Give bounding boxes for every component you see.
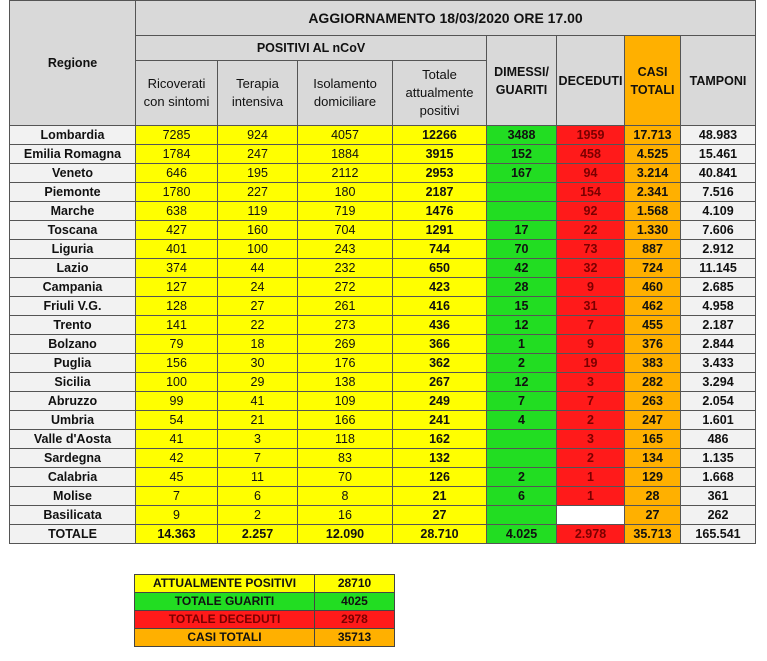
tamponi-cell: 486 bbox=[681, 430, 756, 449]
casi-totali-cell: 28 bbox=[625, 487, 681, 506]
isolamento-cell: 166 bbox=[298, 411, 393, 430]
casi-totali-cell: 4.525 bbox=[625, 145, 681, 164]
isolamento-cell: 16 bbox=[298, 506, 393, 525]
isolamento-cell: 269 bbox=[298, 335, 393, 354]
tamponi-cell: 2.912 bbox=[681, 240, 756, 259]
table-row bbox=[10, 145, 756, 164]
table-row bbox=[10, 164, 756, 183]
ricoverati-cell: 79 bbox=[136, 335, 218, 354]
region-cell: Liguria bbox=[10, 240, 136, 259]
region-cell: Friuli V.G. bbox=[10, 297, 136, 316]
tamponi-cell: 2.187 bbox=[681, 316, 756, 335]
summary-value: 28710 bbox=[315, 575, 395, 593]
region-cell: Lazio bbox=[10, 259, 136, 278]
table-row bbox=[10, 392, 756, 411]
region-cell: Sicilia bbox=[10, 373, 136, 392]
ricoverati-cell: 42 bbox=[136, 449, 218, 468]
isolamento-cell: 70 bbox=[298, 468, 393, 487]
table-row bbox=[10, 468, 756, 487]
summary-label: ATTUALMENTE POSITIVI bbox=[135, 575, 315, 593]
table-row bbox=[10, 354, 756, 373]
totale-positivi-cell: 12266 bbox=[393, 126, 487, 145]
casi-totali-cell: 3.214 bbox=[625, 164, 681, 183]
ricoverati-cell: 100 bbox=[136, 373, 218, 392]
isolamento-cell: 719 bbox=[298, 202, 393, 221]
region-cell: Basilicata bbox=[10, 506, 136, 525]
tamponi-cell: 7.516 bbox=[681, 183, 756, 202]
dimessi-cell: 4.025 bbox=[487, 525, 557, 544]
table-row bbox=[10, 373, 756, 392]
dimessi-cell: 6 bbox=[487, 487, 557, 506]
terapia-cell: 160 bbox=[218, 221, 298, 240]
dimessi-cell bbox=[487, 183, 557, 202]
region-cell: Umbria bbox=[10, 411, 136, 430]
terapia-cell: 21 bbox=[218, 411, 298, 430]
totale-positivi-cell: 249 bbox=[393, 392, 487, 411]
terapia-cell: 2 bbox=[218, 506, 298, 525]
ricoverati-cell: 374 bbox=[136, 259, 218, 278]
deceduti-cell: 7 bbox=[557, 316, 625, 335]
positivi-group-header: POSITIVI AL nCoV bbox=[136, 36, 487, 61]
casi-totali-cell: 1.568 bbox=[625, 202, 681, 221]
totale-positivi-cell: 27 bbox=[393, 506, 487, 525]
casi-totali-cell: 1.330 bbox=[625, 221, 681, 240]
terapia-cell: 27 bbox=[218, 297, 298, 316]
tamponi-cell: 1.135 bbox=[681, 449, 756, 468]
ricoverati-cell: 401 bbox=[136, 240, 218, 259]
table-row bbox=[10, 335, 756, 354]
table-row bbox=[10, 487, 756, 506]
deceduti-cell: 3 bbox=[557, 430, 625, 449]
isolamento-cell: 176 bbox=[298, 354, 393, 373]
terapia-cell: 2.257 bbox=[218, 525, 298, 544]
isolamento-cell: 12.090 bbox=[298, 525, 393, 544]
update-title: AGGIORNAMENTO 18/03/2020 ORE 17.00 bbox=[136, 1, 756, 36]
totale-positivi-cell: 28.710 bbox=[393, 525, 487, 544]
deceduti-cell: 31 bbox=[557, 297, 625, 316]
summary-body bbox=[135, 575, 395, 647]
terapia-cell: 3 bbox=[218, 430, 298, 449]
casi-totali-cell: 383 bbox=[625, 354, 681, 373]
terapia-cell: 11 bbox=[218, 468, 298, 487]
covid-regions-table bbox=[9, 0, 756, 544]
terapia-cell: 44 bbox=[218, 259, 298, 278]
totale-positivi-cell: 267 bbox=[393, 373, 487, 392]
table-row bbox=[10, 316, 756, 335]
terapia-cell: 24 bbox=[218, 278, 298, 297]
tamponi-cell: 2.685 bbox=[681, 278, 756, 297]
region-cell: Lombardia bbox=[10, 126, 136, 145]
totale-positivi-cell: 362 bbox=[393, 354, 487, 373]
casi-totali-cell: 129 bbox=[625, 468, 681, 487]
isolamento-cell: 704 bbox=[298, 221, 393, 240]
tamponi-cell: 4.958 bbox=[681, 297, 756, 316]
casi-totali-cell: 247 bbox=[625, 411, 681, 430]
terapia-cell: 41 bbox=[218, 392, 298, 411]
deceduti-cell: 94 bbox=[557, 164, 625, 183]
totale-positivi-header: Totale attualmente positivi bbox=[393, 61, 487, 126]
terapia-cell: 227 bbox=[218, 183, 298, 202]
region-header: Regione bbox=[10, 1, 136, 126]
isolamento-cell: 272 bbox=[298, 278, 393, 297]
ricoverati-cell: 638 bbox=[136, 202, 218, 221]
table-body bbox=[10, 126, 756, 544]
tamponi-cell: 4.109 bbox=[681, 202, 756, 221]
summary-value: 35713 bbox=[315, 629, 395, 647]
isolamento-header: Isolamento domiciliare bbox=[298, 61, 393, 126]
region-cell: Calabria bbox=[10, 468, 136, 487]
tamponi-cell: 165.541 bbox=[681, 525, 756, 544]
deceduti-cell: 1 bbox=[557, 468, 625, 487]
terapia-header: Terapia intensiva bbox=[218, 61, 298, 126]
dimessi-cell: 7 bbox=[487, 392, 557, 411]
ricoverati-cell: 54 bbox=[136, 411, 218, 430]
ricoverati-cell: 646 bbox=[136, 164, 218, 183]
summary-value: 4025 bbox=[315, 593, 395, 611]
dimessi-cell: 15 bbox=[487, 297, 557, 316]
deceduti-cell: 2 bbox=[557, 449, 625, 468]
casi-totali-cell: 460 bbox=[625, 278, 681, 297]
casi-totali-cell: 282 bbox=[625, 373, 681, 392]
region-cell: Abruzzo bbox=[10, 392, 136, 411]
dimessi-header: DIMESSI/ GUARITI bbox=[487, 36, 557, 126]
isolamento-cell: 8 bbox=[298, 487, 393, 506]
isolamento-cell: 118 bbox=[298, 430, 393, 449]
terapia-cell: 18 bbox=[218, 335, 298, 354]
terapia-cell: 924 bbox=[218, 126, 298, 145]
ricoverati-cell: 156 bbox=[136, 354, 218, 373]
terapia-cell: 247 bbox=[218, 145, 298, 164]
dimessi-cell: 28 bbox=[487, 278, 557, 297]
terapia-cell: 29 bbox=[218, 373, 298, 392]
dimessi-cell: 1 bbox=[487, 335, 557, 354]
total-row bbox=[10, 525, 756, 544]
ricoverati-cell: 128 bbox=[136, 297, 218, 316]
totale-positivi-cell: 241 bbox=[393, 411, 487, 430]
deceduti-cell: 32 bbox=[557, 259, 625, 278]
casi-totali-cell: 455 bbox=[625, 316, 681, 335]
dimessi-cell: 12 bbox=[487, 373, 557, 392]
dimessi-cell bbox=[487, 202, 557, 221]
table-row bbox=[10, 221, 756, 240]
table-row bbox=[10, 126, 756, 145]
totale-positivi-cell: 416 bbox=[393, 297, 487, 316]
casi-totali-cell: 27 bbox=[625, 506, 681, 525]
isolamento-cell: 261 bbox=[298, 297, 393, 316]
casi-totali-cell: 263 bbox=[625, 392, 681, 411]
ricoverati-cell: 1784 bbox=[136, 145, 218, 164]
totale-positivi-cell: 744 bbox=[393, 240, 487, 259]
dimessi-cell: 152 bbox=[487, 145, 557, 164]
casi-totali-header: CASI TOTALI bbox=[625, 36, 681, 126]
deceduti-cell: 3 bbox=[557, 373, 625, 392]
table-row bbox=[10, 202, 756, 221]
region-cell: Veneto bbox=[10, 164, 136, 183]
deceduti-cell: 7 bbox=[557, 392, 625, 411]
deceduti-cell: 154 bbox=[557, 183, 625, 202]
isolamento-cell: 273 bbox=[298, 316, 393, 335]
ricoverati-header: Ricoverati con sintomi bbox=[136, 61, 218, 126]
region-cell: Sardegna bbox=[10, 449, 136, 468]
casi-totali-cell: 462 bbox=[625, 297, 681, 316]
table-row bbox=[10, 183, 756, 202]
ricoverati-cell: 99 bbox=[136, 392, 218, 411]
tamponi-cell: 1.601 bbox=[681, 411, 756, 430]
deceduti-cell: 2.978 bbox=[557, 525, 625, 544]
summary-label: CASI TOTALI bbox=[135, 629, 315, 647]
totale-positivi-cell: 650 bbox=[393, 259, 487, 278]
casi-totali-cell: 887 bbox=[625, 240, 681, 259]
totale-positivi-cell: 2953 bbox=[393, 164, 487, 183]
totale-positivi-cell: 132 bbox=[393, 449, 487, 468]
totale-positivi-cell: 3915 bbox=[393, 145, 487, 164]
totale-positivi-cell: 1291 bbox=[393, 221, 487, 240]
isolamento-cell: 180 bbox=[298, 183, 393, 202]
tamponi-cell: 2.844 bbox=[681, 335, 756, 354]
dimessi-cell: 167 bbox=[487, 164, 557, 183]
dimessi-cell: 3488 bbox=[487, 126, 557, 145]
dimessi-cell: 2 bbox=[487, 468, 557, 487]
summary-row bbox=[135, 575, 395, 593]
terapia-cell: 22 bbox=[218, 316, 298, 335]
region-cell: Puglia bbox=[10, 354, 136, 373]
deceduti-cell: 2 bbox=[557, 411, 625, 430]
totale-positivi-cell: 2187 bbox=[393, 183, 487, 202]
table-row bbox=[10, 297, 756, 316]
table-row bbox=[10, 506, 756, 525]
isolamento-cell: 109 bbox=[298, 392, 393, 411]
deceduti-cell: 1959 bbox=[557, 126, 625, 145]
summary-row bbox=[135, 611, 395, 629]
region-cell: Marche bbox=[10, 202, 136, 221]
dimessi-cell: 17 bbox=[487, 221, 557, 240]
terapia-cell: 100 bbox=[218, 240, 298, 259]
tamponi-cell: 262 bbox=[681, 506, 756, 525]
ricoverati-cell: 1780 bbox=[136, 183, 218, 202]
region-cell: Trento bbox=[10, 316, 136, 335]
isolamento-cell: 138 bbox=[298, 373, 393, 392]
terapia-cell: 7 bbox=[218, 449, 298, 468]
casi-totali-cell: 724 bbox=[625, 259, 681, 278]
terapia-cell: 119 bbox=[218, 202, 298, 221]
ricoverati-cell: 9 bbox=[136, 506, 218, 525]
tamponi-cell: 48.983 bbox=[681, 126, 756, 145]
tamponi-cell: 3.433 bbox=[681, 354, 756, 373]
totale-positivi-cell: 423 bbox=[393, 278, 487, 297]
isolamento-cell: 232 bbox=[298, 259, 393, 278]
ricoverati-cell: 14.363 bbox=[136, 525, 218, 544]
region-cell: Campania bbox=[10, 278, 136, 297]
tamponi-cell: 15.461 bbox=[681, 145, 756, 164]
ricoverati-cell: 7 bbox=[136, 487, 218, 506]
dimessi-cell: 42 bbox=[487, 259, 557, 278]
ricoverati-cell: 427 bbox=[136, 221, 218, 240]
region-cell: Toscana bbox=[10, 221, 136, 240]
totale-positivi-cell: 21 bbox=[393, 487, 487, 506]
terapia-cell: 30 bbox=[218, 354, 298, 373]
casi-totali-cell: 2.341 bbox=[625, 183, 681, 202]
tamponi-cell: 7.606 bbox=[681, 221, 756, 240]
deceduti-cell: 458 bbox=[557, 145, 625, 164]
tamponi-cell: 361 bbox=[681, 487, 756, 506]
table-row bbox=[10, 259, 756, 278]
totale-positivi-cell: 126 bbox=[393, 468, 487, 487]
table-row bbox=[10, 430, 756, 449]
deceduti-cell: 9 bbox=[557, 278, 625, 297]
deceduti-cell: 19 bbox=[557, 354, 625, 373]
dimessi-cell: 70 bbox=[487, 240, 557, 259]
region-cell: TOTALE bbox=[10, 525, 136, 544]
tamponi-cell: 40.841 bbox=[681, 164, 756, 183]
totale-positivi-cell: 436 bbox=[393, 316, 487, 335]
tamponi-cell: 11.145 bbox=[681, 259, 756, 278]
table-row bbox=[10, 449, 756, 468]
tamponi-cell: 2.054 bbox=[681, 392, 756, 411]
casi-totali-cell: 165 bbox=[625, 430, 681, 449]
region-cell: Piemonte bbox=[10, 183, 136, 202]
dimessi-cell bbox=[487, 506, 557, 525]
deceduti-cell bbox=[557, 506, 625, 525]
tamponi-cell: 3.294 bbox=[681, 373, 756, 392]
summary-label: TOTALE GUARITI bbox=[135, 593, 315, 611]
deceduti-cell: 22 bbox=[557, 221, 625, 240]
isolamento-cell: 4057 bbox=[298, 126, 393, 145]
region-cell: Bolzano bbox=[10, 335, 136, 354]
dimessi-cell bbox=[487, 449, 557, 468]
dimessi-cell bbox=[487, 430, 557, 449]
summary-value: 2978 bbox=[315, 611, 395, 629]
casi-totali-cell: 376 bbox=[625, 335, 681, 354]
region-cell: Molise bbox=[10, 487, 136, 506]
region-cell: Emilia Romagna bbox=[10, 145, 136, 164]
ricoverati-cell: 45 bbox=[136, 468, 218, 487]
ricoverati-cell: 127 bbox=[136, 278, 218, 297]
totale-positivi-cell: 1476 bbox=[393, 202, 487, 221]
deceduti-header: DECEDUTI bbox=[557, 36, 625, 126]
dimessi-cell: 12 bbox=[487, 316, 557, 335]
terapia-cell: 6 bbox=[218, 487, 298, 506]
casi-totali-cell: 17.713 bbox=[625, 126, 681, 145]
summary-row bbox=[135, 593, 395, 611]
ricoverati-cell: 41 bbox=[136, 430, 218, 449]
tamponi-header: TAMPONI bbox=[681, 36, 756, 126]
casi-totali-cell: 134 bbox=[625, 449, 681, 468]
deceduti-cell: 1 bbox=[557, 487, 625, 506]
dimessi-cell: 4 bbox=[487, 411, 557, 430]
totale-positivi-cell: 162 bbox=[393, 430, 487, 449]
isolamento-cell: 1884 bbox=[298, 145, 393, 164]
isolamento-cell: 2112 bbox=[298, 164, 393, 183]
terapia-cell: 195 bbox=[218, 164, 298, 183]
region-cell: Valle d'Aosta bbox=[10, 430, 136, 449]
summary-table bbox=[134, 574, 395, 647]
tamponi-cell: 1.668 bbox=[681, 468, 756, 487]
table-row bbox=[10, 240, 756, 259]
summary-row bbox=[135, 629, 395, 647]
ricoverati-cell: 141 bbox=[136, 316, 218, 335]
totale-positivi-cell: 366 bbox=[393, 335, 487, 354]
deceduti-cell: 73 bbox=[557, 240, 625, 259]
casi-totali-cell: 35.713 bbox=[625, 525, 681, 544]
summary-label: TOTALE DECEDUTI bbox=[135, 611, 315, 629]
table-row bbox=[10, 278, 756, 297]
deceduti-cell: 9 bbox=[557, 335, 625, 354]
isolamento-cell: 243 bbox=[298, 240, 393, 259]
table-row bbox=[10, 411, 756, 430]
ricoverati-cell: 7285 bbox=[136, 126, 218, 145]
isolamento-cell: 83 bbox=[298, 449, 393, 468]
dimessi-cell: 2 bbox=[487, 354, 557, 373]
deceduti-cell: 92 bbox=[557, 202, 625, 221]
